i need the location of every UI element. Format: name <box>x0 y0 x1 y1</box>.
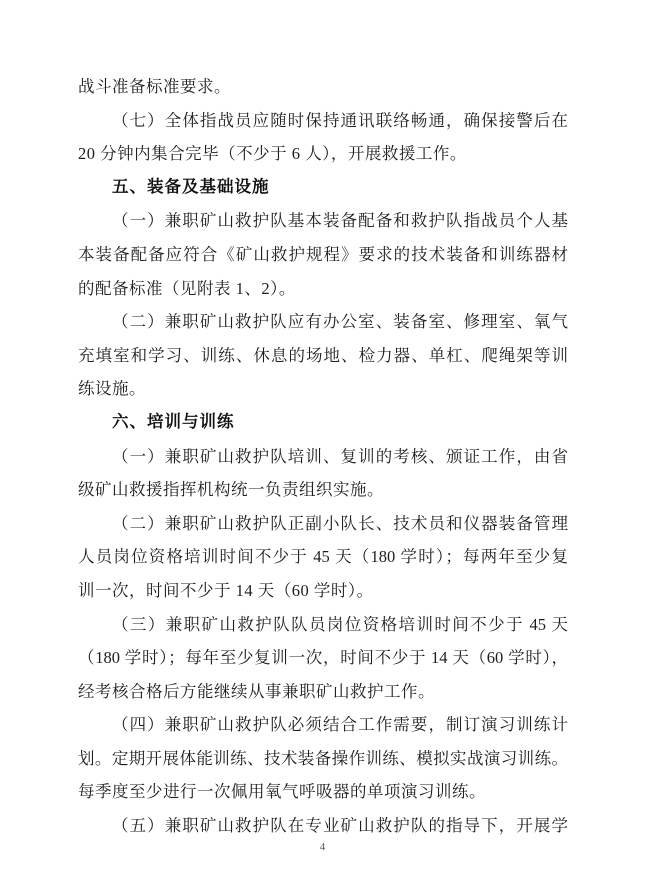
text-line: （二）兼职矿山救护队正副小队长、技术员和仪器装备管理 <box>112 513 568 533</box>
text-line: 划。定期开展体能训练、技术装备操作训练、模拟实战演习训练。 <box>78 748 568 768</box>
document-body <box>78 70 568 843</box>
page-number: 4 <box>319 841 326 853</box>
section-heading-equipment: 五、装备及基础设施 <box>112 177 270 196</box>
text-line: 每季度至少进行一次佩用氧气呼吸器的单项演习训练。 <box>78 782 486 802</box>
text-line: 充填室和学习、训练、休息的场地、检力器、单杠、爬绳架等训 <box>78 345 568 365</box>
text-line: 经考核合格后方能继续从事兼职矿山救护工作。 <box>78 681 435 701</box>
text-line: （七）全体指战员应随时保持通讯联络畅通，确保接警后在 <box>112 110 568 130</box>
text-line: （二）兼职矿山救护队应有办公室、装备室、修理室、氧气 <box>112 312 568 332</box>
text-line: 本装备配备应符合《矿山救护规程》要求的技术装备和训练器材 <box>78 244 568 264</box>
text-line: 级矿山救援指挥机构统一负责组织实施。 <box>78 480 384 500</box>
text-line: 的配备标准（见附表 1、2）。 <box>78 278 296 298</box>
section-heading-training: 六、培训与训练 <box>112 412 235 431</box>
text-line: 人员岗位资格培训时间不少于 45 天（180 学时）；每两年至少复 <box>78 547 568 567</box>
text-line: （一）兼职矿山救护队培训、复训的考核、颁证工作，由省 <box>112 446 568 466</box>
text-line: 20 分钟内集合完毕（不少于 6 人），开展救援工作。 <box>78 144 467 164</box>
text-line: （一）兼职矿山救护队基本装备配备和救护队指战员个人基 <box>112 211 568 231</box>
text-line: 战斗准备标准要求。 <box>78 77 231 96</box>
text-line: 训一次，时间不少于 14 天（60 学时）。 <box>78 580 374 600</box>
text-line: （四）兼职矿山救护队必须结合工作需要，制订演习训练计 <box>112 715 568 735</box>
text-line: 练设施。 <box>78 379 146 399</box>
text-line: （180 学时）；每年至少复训一次，时间不少于 14 天（60 学时）， <box>78 648 568 668</box>
text-line: （三）兼职矿山救护队队员岗位资格培训时间不少于 45 天 <box>112 614 568 634</box>
text-line: （五）兼职矿山救护队在专业矿山救护队的指导下，开展学 <box>112 816 568 836</box>
